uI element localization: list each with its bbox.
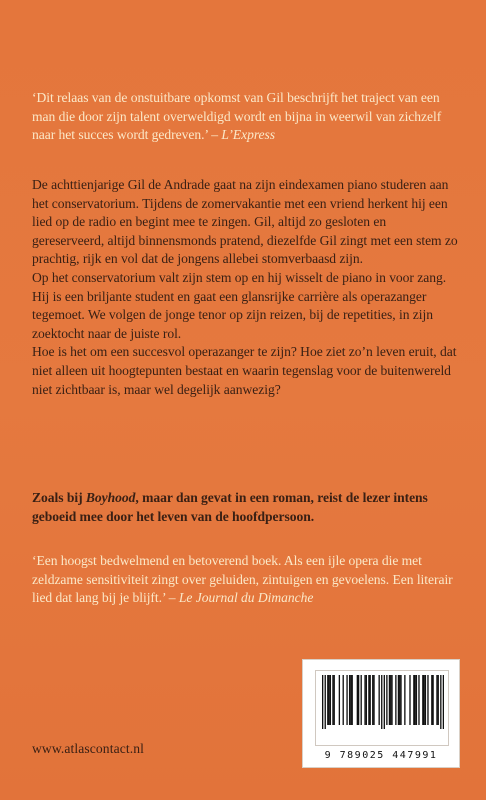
barcode-bar [438, 675, 439, 725]
barcode-bar [414, 675, 415, 725]
barcode-bar [427, 675, 428, 725]
barcode-frame [315, 670, 449, 746]
barcode-bar [422, 675, 423, 725]
barcode-bar [443, 675, 444, 729]
barcode-bar [436, 675, 437, 725]
barcode-bar [349, 675, 350, 725]
review-quote-bottom [32, 552, 460, 608]
barcode-bar [361, 675, 362, 725]
barcode-bar [409, 675, 410, 725]
barcode-bar [372, 675, 373, 725]
barcode-bar [334, 675, 335, 725]
barcode-bar [322, 675, 323, 729]
synopsis [32, 176, 460, 399]
highlight-after: , maar dan gevat in een roman, reist de lezer intens geboeid mee door het leven van de hoofdpersoon. [32, 490, 428, 524]
barcode-bar [328, 675, 329, 725]
review-quote-top [32, 89, 460, 145]
quote-bottom-source: Le Journal du Dimanche [178, 590, 314, 606]
barcode-bar [432, 675, 433, 725]
barcode-bar [357, 675, 358, 725]
barcode-bar [330, 675, 331, 725]
quote-bottom-text: ‘Een hoogst bedwelmend en betoverend boek. Als een ijle opera die met zeldzame sensitiviteit zingt over geluiden, zintuigen en gevoelens. Een literair lied dat lang bij je blijft.’ – [32, 553, 453, 606]
barcode-bar [368, 675, 369, 725]
barcode-bar [366, 675, 367, 725]
barcode-bar [425, 675, 426, 725]
barcode-bar [327, 675, 328, 725]
barcode-bar [332, 675, 333, 725]
barcode-bar [358, 675, 359, 725]
highlight-before: Zoals bij [32, 490, 86, 505]
barcode-bar [373, 675, 374, 725]
isbn-number: 9 789025 447991 [324, 750, 438, 761]
highlight-statement [32, 489, 460, 526]
barcode-bar [404, 675, 405, 725]
quote-top-source: L’Express [221, 127, 276, 143]
synopsis-paragraph-2: Op het conservatorium valt zijn stem op en hij wisselt de piano in voor zang. Hij is een briljante student en gaat een glansrijke carrière als operazanger tegemoet. We volgen de jonge tenor op zijn reizen, bij de repetities, in zijn zoektocht naar de juiste rol. [32, 269, 447, 341]
barcode-bar [398, 675, 399, 725]
barcode-bar [381, 675, 382, 729]
barcode-bar [423, 675, 424, 725]
barcode-bar [391, 675, 392, 725]
barcode-bar [390, 675, 391, 725]
barcode-bar [379, 675, 380, 725]
barcode-bar [384, 675, 385, 729]
barcode-bar [350, 675, 351, 725]
synopsis-paragraph-1: De achttienjarige Gil de Andrade gaat na zijn eindexamen piano studeren aan het conservatorium. Tijdens de zomervakantie met een vriend herkent hij een lied op de radio en begint mee te zingen. Gil, altijd zo gesloten en gereserveerd, altijd binnensmonds pratend, diezelfde Gil zingt met een stem zo prachtig, rijk en vol dat de jongens allebei stomverbaasd zijn. [32, 177, 458, 267]
barcode-bar [346, 675, 347, 725]
barcode-bar [352, 675, 353, 725]
barcode-bar [343, 675, 344, 725]
barcode-bar [399, 675, 400, 725]
highlight-title: Boyhood [85, 490, 136, 505]
barcode-bar [364, 675, 365, 725]
barcode-image [322, 675, 444, 729]
barcode-bar [370, 675, 371, 725]
barcode-bar [400, 675, 401, 725]
publisher-website: www.atlascontact.nl [32, 741, 144, 756]
synopsis-paragraph-3: Hoe is het om een succesvol operazanger te zijn? Hoe ziet zo’n leven eruit, dat niet alleen uit hoogtepunten bestaat en waarin tegenslag voor de buitenwereld niet zichtbaar is, maar wel degelijk aanwezig? [32, 344, 457, 397]
barcode-bar [416, 675, 417, 725]
barcode-panel [302, 659, 460, 768]
barcode-bar [339, 675, 340, 725]
barcode-bar [325, 675, 326, 729]
barcode-bar [418, 675, 419, 725]
barcode-bar [389, 675, 390, 725]
barcode-bar [413, 675, 414, 725]
barcode-bar [386, 675, 387, 725]
barcode-bar [395, 675, 396, 725]
barcode-bar [431, 675, 432, 725]
barcode-bar [440, 675, 441, 729]
quote-top-text: ‘Dit relaas van de onstuitbare opkomst van Gil beschrijft het traject van een man die door zijn talent overweldigd wordt en bijna in weerwil van zichzelf naar het succes wordt gedreven.’ – [32, 90, 442, 143]
